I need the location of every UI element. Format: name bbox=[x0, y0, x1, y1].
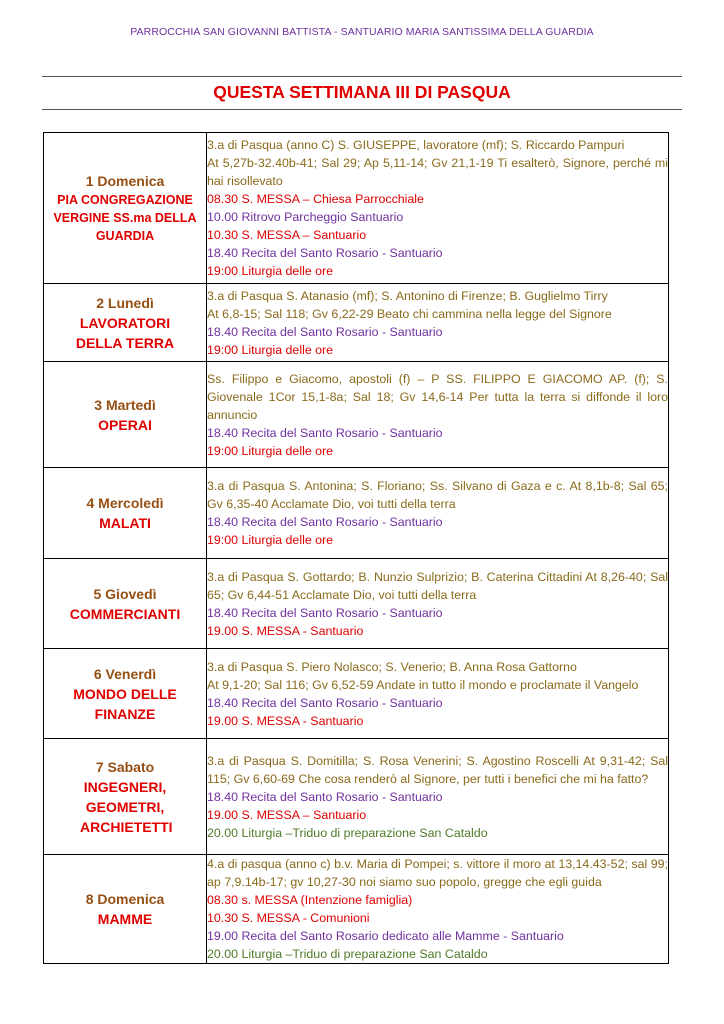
day-cell bbox=[44, 559, 207, 649]
title-bottom-rule bbox=[42, 109, 682, 110]
schedule-event: 08.30 s. MESSA (Intenzione famiglia) bbox=[207, 893, 413, 907]
schedule-event: 18.40 Recita del Santo Rosario - Santuario bbox=[207, 605, 443, 620]
day-name: 3 Martedì bbox=[94, 396, 156, 413]
schedule-event: 19:00 Liturgia delle ore bbox=[207, 533, 334, 547]
liturgy-text: At 6,8-15; Sal 118; Gv 6,22-29 Beato chi cammina nella legge del Signore bbox=[207, 306, 612, 321]
schedule-event: 19.00 Recita del Santo Rosario dedicato alle Mamme - Santuario bbox=[207, 929, 564, 943]
day-name: 7 Sabato bbox=[95, 758, 155, 775]
page-title: QUESTA SETTIMANA III DI PASQUA bbox=[213, 82, 511, 102]
day-row bbox=[44, 362, 669, 468]
day-details-cell bbox=[207, 133, 669, 284]
schedule-event: 10.30 S. MESSA – Santuario bbox=[207, 228, 367, 242]
day-row bbox=[44, 739, 669, 855]
day-cell bbox=[44, 362, 207, 468]
liturgy-text: 3.a di Pasqua S. Domitilla; S. Rosa Venerini; S. Agostino Roscelli At 9,31-42; Sal 115; Gv 6,60-69 Che cosa renderò al Signore, per tutti i benefici che mi ha fatto? bbox=[207, 753, 668, 786]
liturgy-text: Ss. Filippo e Giacomo, apostoli (f) – P SS. FILIPPO E GIACOMO AP. (f); S. Giovenale 1Cor 15,1-8a; Sal 18; Gv 14,6-14 Per tutta la terra si diffonde il loro annuncio bbox=[207, 371, 668, 422]
day-dedication: INGEGNERI, GEOMETRI, ARCHIETETTI bbox=[80, 778, 173, 835]
day-row bbox=[44, 649, 669, 739]
title-top-rule bbox=[42, 76, 682, 77]
schedule-event: 10.30 S. MESSA - Comunioni bbox=[207, 911, 370, 925]
liturgy-text: 4.a di pasqua (anno c) b.v. Maria di Pompei; s. vittore il moro at 13,14.43-52; sal 99; ap 7,9.14b-17; gv 10,27-30 noi siamo suo popolo, gregge che egli guida bbox=[207, 857, 668, 889]
day-name: 6 Venerdì bbox=[93, 665, 157, 682]
day-name: 1 Domenica bbox=[85, 173, 165, 189]
day-details-cell bbox=[207, 468, 669, 559]
day-dedication: MAMME bbox=[97, 911, 153, 927]
day-cell bbox=[44, 133, 207, 284]
weekly-schedule-table bbox=[43, 132, 669, 964]
liturgy-text: 3.a di Pasqua (anno C) S. GIUSEPPE, lavoratore (mf); S. Riccardo Pampuri bbox=[207, 138, 625, 152]
day-cell bbox=[44, 739, 207, 855]
day-dedication: OPERAI bbox=[98, 416, 152, 433]
schedule-event: 18.40 Recita del Santo Rosario - Santuario bbox=[207, 246, 443, 260]
schedule-event: 18.40 Recita del Santo Rosario - Santuario bbox=[207, 425, 443, 440]
day-dedication: LAVORATORI DELLA TERRA bbox=[75, 314, 175, 351]
day-row bbox=[44, 133, 669, 284]
day-dedication: PIA CONGREGAZIONE VERGINE SS.ma DELLA GUARDIA bbox=[53, 193, 197, 243]
schedule-event: 10.00 Ritrovo Parcheggio Santuario bbox=[207, 210, 404, 224]
day-details-cell bbox=[207, 559, 669, 649]
day-name: 5 Giovedì bbox=[93, 585, 157, 602]
day-cell bbox=[44, 649, 207, 739]
liturgy-text: 3.a di Pasqua S. Antonina; S. Floriano; Ss. Silvano di Gaza e c. At 8,1b-8; Sal 65; Gv 6,35-40 Acclamate Dio, voi tutti della terra bbox=[207, 479, 668, 511]
liturgy-text: 3.a di Pasqua S. Gottardo; B. Nunzio Sulprizio; B. Caterina Cittadini At 8,26-40; Sal 65; Gv 6,44-51 Acclamate Dio, voi tutti della terra bbox=[207, 569, 668, 602]
day-cell bbox=[44, 284, 207, 362]
day-cell bbox=[44, 855, 207, 964]
schedule-event: 20.00 Liturgia –Triduo di preparazione San Cataldo bbox=[207, 947, 488, 961]
schedule-event: 19:00 Liturgia delle ore bbox=[207, 264, 334, 278]
schedule-event: 20.00 Liturgia –Triduo di preparazione San Cataldo bbox=[207, 825, 488, 840]
liturgy-text: At 9,1-20; Sal 116; Gv 6,52-59 Andate in tutto il mondo e proclamate il Vangelo bbox=[207, 677, 639, 692]
day-row bbox=[44, 468, 669, 559]
schedule-event: 18.40 Recita del Santo Rosario - Santuario bbox=[207, 789, 443, 804]
schedule-event: 19:00 Liturgia delle ore bbox=[207, 342, 334, 357]
schedule-event: 19.00 S. MESSA - Santuario bbox=[207, 623, 364, 638]
day-details-cell bbox=[207, 284, 669, 362]
liturgy-text: At 5,27b-32.40b-41; Sal 29; Ap 5,11-14; Gv 21,1-19 Ti esalterò, Signore, perché mi hai risollevato bbox=[207, 156, 668, 188]
schedule-event: 19.00 S. MESSA – Santuario bbox=[207, 807, 367, 822]
liturgy-text: 3.a di Pasqua S. Piero Nolasco; S. Venerio; B. Anna Rosa Gattorno bbox=[207, 659, 577, 674]
day-name: 8 Domenica bbox=[85, 891, 165, 907]
schedule-event: 19.00 S. MESSA - Santuario bbox=[207, 713, 364, 728]
day-details-cell bbox=[207, 362, 669, 468]
liturgy-text: 3.a di Pasqua S. Atanasio (mf); S. Antonino di Firenze; B. Guglielmo Tirry bbox=[207, 288, 608, 303]
day-details-cell bbox=[207, 649, 669, 739]
parish-header: PARROCCHIA SAN GIOVANNI BATTISTA - SANTUARIO MARIA SANTISSIMA DELLA GUARDIA bbox=[130, 26, 594, 38]
day-details-cell bbox=[207, 855, 669, 964]
day-row bbox=[44, 559, 669, 649]
day-cell bbox=[44, 468, 207, 559]
day-name: 2 Lunedì bbox=[96, 294, 154, 311]
day-details-cell bbox=[207, 739, 669, 855]
day-dedication: MALATI bbox=[99, 515, 151, 531]
day-dedication: COMMERCIANTI bbox=[69, 605, 181, 622]
schedule-event: 18.40 Recita del Santo Rosario - Santuario bbox=[207, 324, 443, 339]
schedule-body bbox=[44, 133, 669, 964]
schedule-event: 18.40 Recita del Santo Rosario - Santuario bbox=[207, 515, 443, 529]
schedule-event: 19:00 Liturgia delle ore bbox=[207, 443, 334, 458]
day-name: 4 Mercoledì bbox=[86, 495, 164, 511]
schedule-event: 08.30 S. MESSA – Chiesa Parrocchiale bbox=[207, 192, 424, 206]
schedule-event: 18.40 Recita del Santo Rosario - Santuario bbox=[207, 695, 443, 710]
day-row bbox=[44, 284, 669, 362]
day-dedication: MONDO DELLE FINANZE bbox=[73, 685, 177, 722]
day-row bbox=[44, 855, 669, 964]
